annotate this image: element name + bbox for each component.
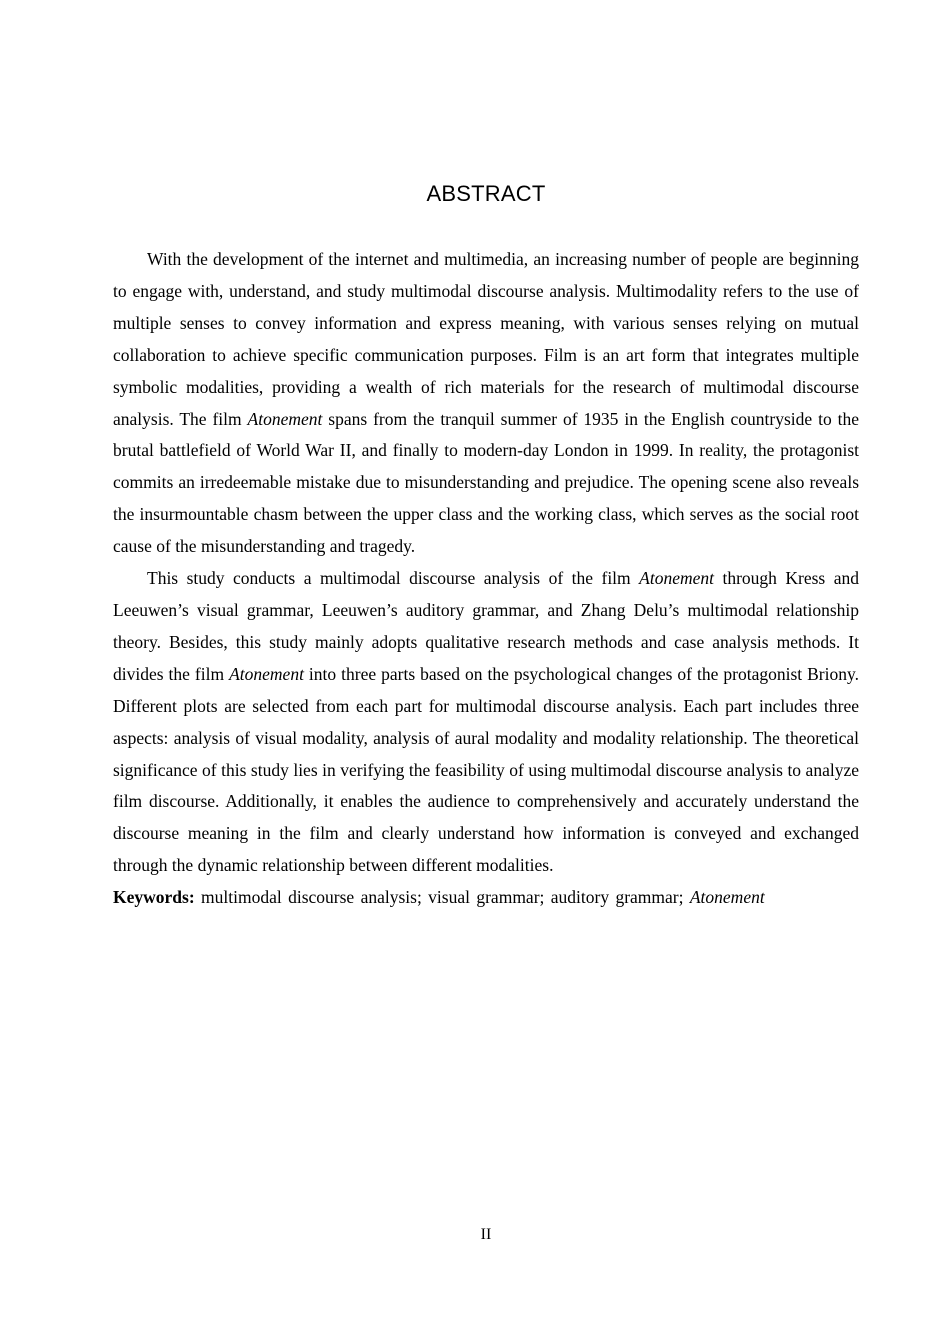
keywords-label: Keywords:	[113, 887, 195, 908]
paragraph-2-text-b: through Kress and Leeuwen’s visual grammar, Leeuwen’s auditory grammar, and Zhang Delu’s multimodal relationship theory. Besides, this study mainly adopts qualitative research methods and case analysis methods. It divides the film	[113, 568, 859, 684]
film-title: Atonement	[229, 663, 304, 684]
film-title: Atonement	[247, 408, 323, 429]
keywords-line	[113, 882, 859, 914]
paragraph-2-text-a: This study conducts a multimodal discourse analysis of the film	[147, 568, 640, 589]
keyword-film-title: Atonement	[689, 887, 765, 908]
keywords-terms: multimodal discourse analysis; visual grammar; auditory grammar;	[194, 887, 690, 908]
film-title: Atonement	[639, 568, 714, 589]
abstract-heading: ABSTRACT	[426, 181, 546, 206]
paragraph-2-text-c: into three parts based on the psychological changes of the protagonist Briony. Different plots are selected from each part for multimodal discourse analysis. Each part includes three aspects: analysis of visual modality, analysis of aural modality and modality relationship. The theoretical significance of this study lies in verifying the feasibility of using multimodal discourse analysis to analyze film discourse. Additionally, it enables the audience to comprehensively and accurately understand the discourse meaning in the film and clearly understand how information is conveyed and exchanged through the dynamic relationship between different modalities.	[113, 663, 859, 876]
abstract-paragraph-2	[113, 563, 859, 882]
paragraph-1-text-a: With the development of the internet and multimedia, an increasing number of people are beginning to engage with, understand, and study multimodal discourse analysis. Multimodality refers to the use of multiple senses to convey information and express meaning, with various senses relying on mutual collaboration to achieve specific communication purposes. Film is an art form that integrates multiple symbolic modalities, providing a wealth of rich materials for the research of multimodal discourse analysis. The film	[113, 249, 859, 429]
page-number: II	[480, 1226, 492, 1243]
abstract-body	[113, 244, 859, 914]
paragraph-1-text-b: spans from the tranquil summer of 1935 in the English countryside to the brutal battlefield of World War II, and finally to modern-day London in 1999. In reality, the protagonist commits an irredeemable mistake due to misunderstanding and prejudice. The opening scene also reveals the insurmountable chasm between the upper class and the working class, which serves as the social root cause of the misunderstanding and tragedy.	[113, 408, 859, 557]
abstract-paragraph-1	[113, 244, 859, 563]
